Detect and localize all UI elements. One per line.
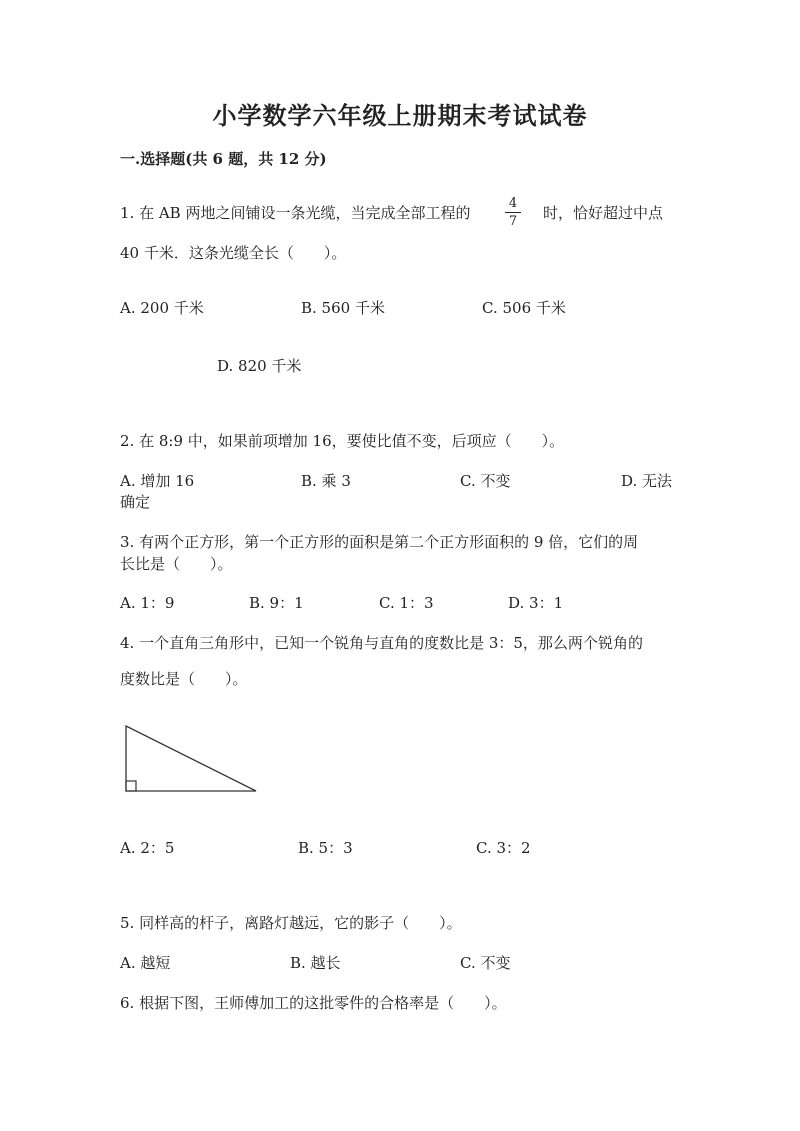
q3-option-a[interactable]: A. 1：9 <box>120 594 175 612</box>
q1-fraction-denominator: 7 <box>508 214 518 229</box>
q3-line1: 3. 有两个正方形，第一个正方形的面积是第二个正方形面积的 9 倍，它们的周 <box>120 533 639 551</box>
q1-option-b[interactable]: B. 560 千米 <box>301 299 385 317</box>
q1-option-d[interactable]: D. 820 千米 <box>217 357 302 375</box>
q1-line1-part1: 1. 在 AB 两地之间铺设一条光缆，当完成全部工程的 <box>120 204 471 222</box>
q4-option-b[interactable]: B. 5：3 <box>298 839 353 857</box>
q4-line1: 4. 一个直角三角形中，已知一个锐角与直角的度数比是 3：5，那么两个锐角的 <box>120 634 643 652</box>
q1-fraction-numerator: 4 <box>508 196 518 211</box>
page-title: 小学数学六年级上册期末考试试卷 <box>212 101 588 130</box>
q3-option-b[interactable]: B. 9：1 <box>249 594 304 612</box>
q2-option-b[interactable]: B. 乘 3 <box>301 472 351 490</box>
q4-option-c[interactable]: C. 3：2 <box>476 839 531 857</box>
q4-line2: 度数比是（ ）。 <box>120 670 248 688</box>
q5-text: 5. 同样高的杆子，离路灯越远，它的影子（ ）。 <box>120 914 462 932</box>
q1-option-a[interactable]: A. 200 千米 <box>120 299 204 317</box>
q6-text: 6. 根据下图，王师傅加工的这批零件的合格率是（ ）。 <box>120 994 507 1012</box>
section-heading: 一.选择题(共 6 题，共 12 分) <box>120 150 327 168</box>
q1-fraction <box>505 196 521 229</box>
q5-option-c[interactable]: C. 不变 <box>460 954 511 972</box>
triangle-outline <box>126 726 256 791</box>
q2-option-a[interactable]: A. 增加 16 <box>120 472 195 490</box>
q1-line1-part2: 时，恰好超过中点 <box>543 204 664 222</box>
q2-option-d[interactable]: D. 无法 <box>621 472 673 490</box>
q5-option-b[interactable]: B. 越长 <box>290 954 341 972</box>
q2-text: 2. 在 8:9 中，如果前项增加 16，要使比值不变，后项应（ ）。 <box>120 432 565 450</box>
q2-option-c[interactable]: C. 不变 <box>460 472 511 490</box>
q3-line2: 长比是（ ）。 <box>120 555 233 573</box>
q1-option-c[interactable]: C. 506 千米 <box>482 299 566 317</box>
q4-option-a[interactable]: A. 2：5 <box>120 839 175 857</box>
fraction-bar <box>505 212 521 213</box>
q3-option-d[interactable]: D. 3：1 <box>508 594 564 612</box>
right-triangle-figure <box>118 720 260 796</box>
q3-option-c[interactable]: C. 1：3 <box>379 594 434 612</box>
right-angle-marker <box>126 781 136 791</box>
q5-option-a[interactable]: A. 越短 <box>120 954 171 972</box>
q2-option-d-wrap: 确定 <box>120 493 151 511</box>
q1-line2: 40 千米．这条光缆全长（ ）。 <box>120 244 347 262</box>
